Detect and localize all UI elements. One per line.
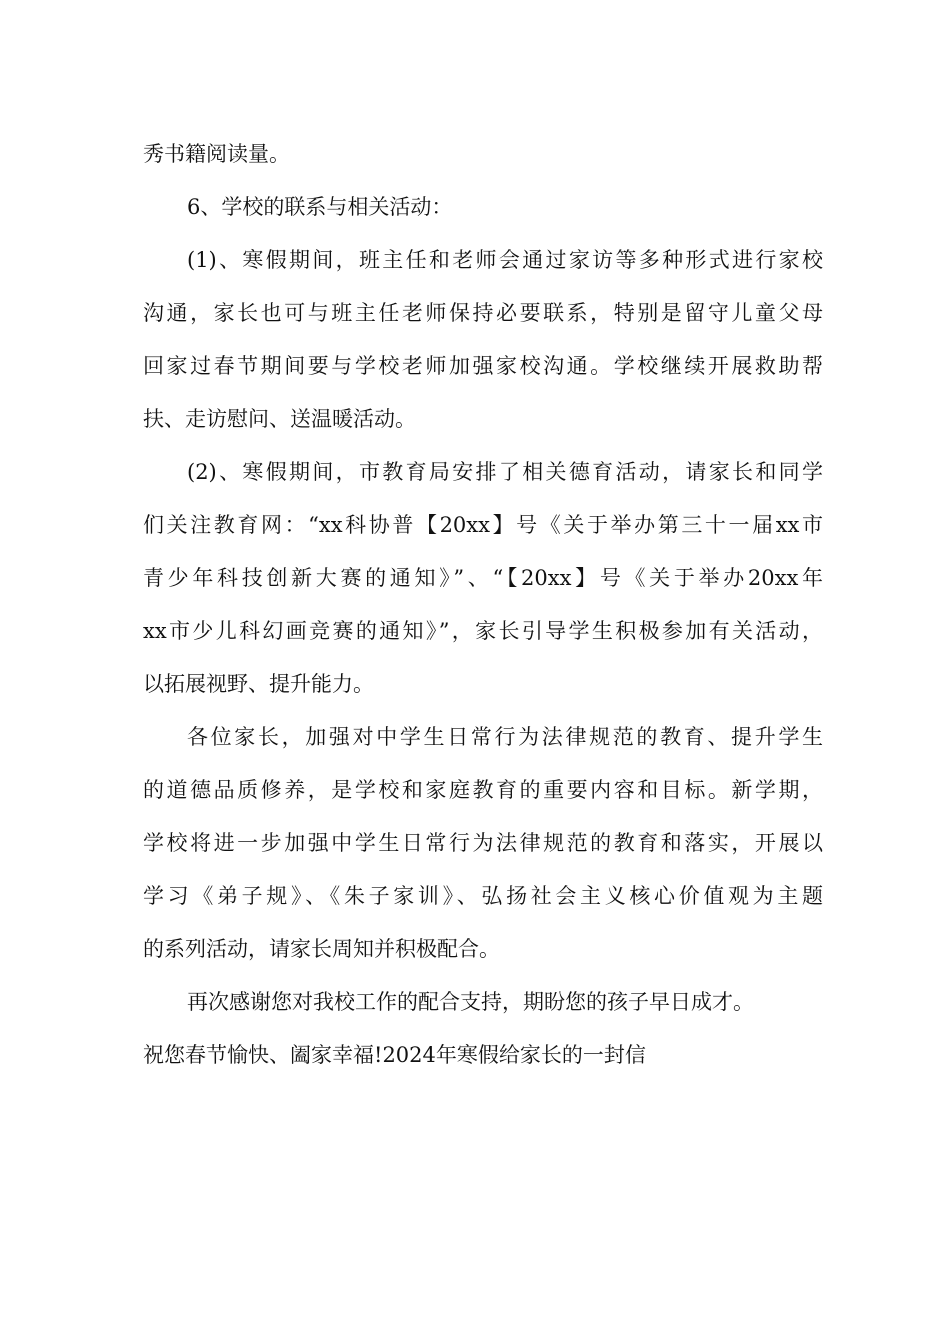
text-line: 学校将进一步加强中学生日常行为法律规范的教育和落实，开展以 bbox=[143, 831, 823, 855]
text-line: 秀书籍阅读量。 bbox=[143, 142, 290, 166]
text-line: 各位家长，加强对中学生日常行为法律规范的教育、提升学生 bbox=[187, 725, 823, 749]
text-line: 回家过春节期间要与学校老师加强家校沟通。学校继续开展救助帮 bbox=[143, 354, 823, 378]
section-heading: 6、学校的联系与相关活动： bbox=[187, 195, 453, 219]
text-line: 扶、走访慰问、送温暖活动。 bbox=[143, 407, 416, 431]
text-line: 的系列活动，请家长周知并积极配合。 bbox=[143, 937, 500, 961]
text-line: (2)、寒假期间，市教育局安排了相关德育活动，请家长和同学 bbox=[187, 460, 823, 484]
text-line: 青少年科技创新大赛的通知》”、“【20xx】号《关于举办20xx年 bbox=[143, 566, 823, 590]
text-line: xx市少儿科幻画竞赛的通知》”，家长引导学生积极参加有关活动， bbox=[143, 619, 823, 643]
text-line: 以拓展视野、提升能力。 bbox=[143, 672, 374, 696]
closing-line: 祝您春节愉快、阖家幸福!2024年寒假给家长的一封信 bbox=[143, 1043, 646, 1067]
text-line: 沟通，家长也可与班主任老师保持必要联系，特别是留守儿童父母 bbox=[143, 301, 823, 325]
text-line: 的道德品质修养，是学校和家庭教育的重要内容和目标。新学期， bbox=[143, 778, 823, 802]
text-line: 学习《弟子规》、《朱子家训》、弘扬社会主义核心价值观为主题 bbox=[143, 884, 823, 908]
letter-body bbox=[143, 128, 823, 1082]
text-line: 们关注教育网：“xx科协普【20xx】号《关于举办第三十一届xx市 bbox=[143, 513, 823, 537]
text-line: (1)、寒假期间，班主任和老师会通过家访等多种形式进行家校 bbox=[187, 248, 823, 272]
text-line: 再次感谢您对我校工作的配合支持，期盼您的孩子早日成才。 bbox=[187, 990, 754, 1014]
